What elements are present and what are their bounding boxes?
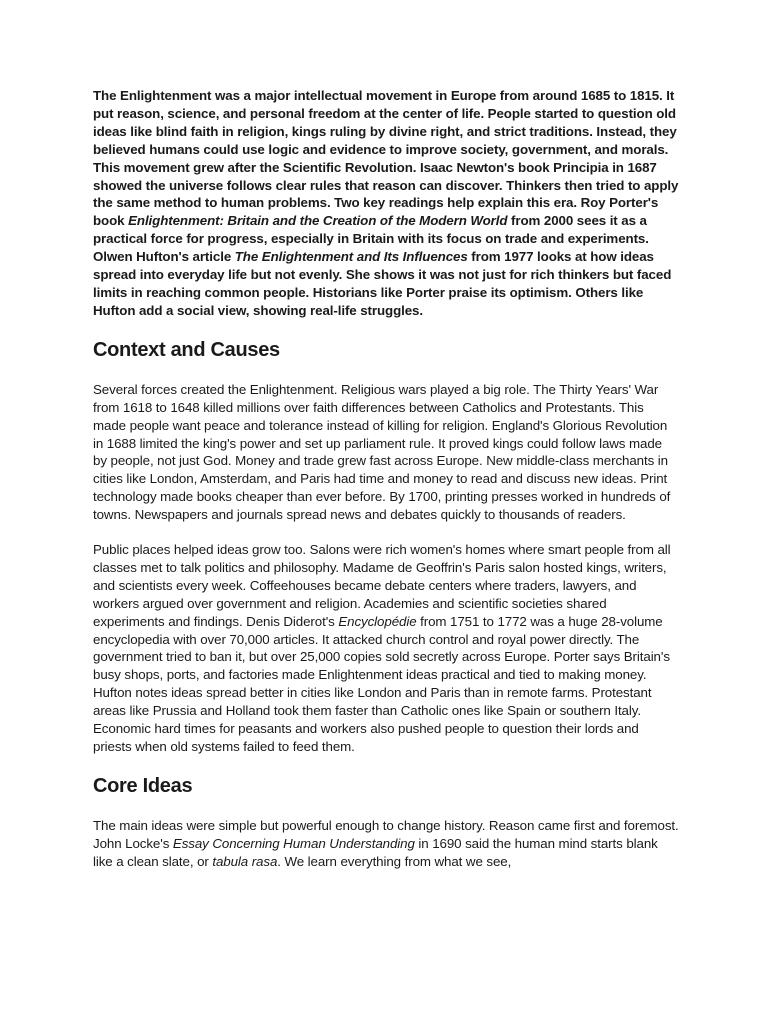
article-title-hufton: The Enlightenment and Its Influences — [234, 249, 468, 265]
intro-text: from 2000 sees it as a practical force for progress, especially in Britain with its focus on trade and experiments. Olwen Hufton's article — [93, 213, 649, 265]
document-page — [93, 87, 679, 871]
section-heading-core-ideas: Core Ideas — [93, 774, 193, 797]
paragraph-text: from 1751 to 1772 was a huge 28-volume encyclopedia with over 70,000 articles. It attacked church control and royal power directly. The government tried to ban it, but over 25,000 copies sold secretly across Europe. Porter says Britain's busy shops, ports, and factories made Enlightenment ideas practical and tied to making money. Hufton notes ideas spread better in cities like London and Paris than in remote farms. Protestant areas like Prussia and Holland took them faster than Catholic ones like Spain or southern Italy. Economic hard times for peasants and workers also pushed people to question their lords and priests when old systems failed to feed them. — [93, 613, 670, 754]
paragraph-text: in 1690 said the human mind starts blank like a clean slate, or — [93, 835, 658, 869]
paragraph-text: . We learn everything from what we see, — [277, 853, 512, 869]
section-heading-context: Context and Causes — [93, 338, 280, 361]
encyclopedie-title: Encyclopédie — [338, 613, 417, 629]
context-paragraph-2 — [93, 541, 679, 756]
intro-text: The Enlightenment was a major intellectual movement in Europe from around 1685 to 1815. It put reason, science, and personal freedom at the center of life. People started to question old ideas like blind faith in religion, kings ruling by divine right, and strict traditions. Instead, they believed humans could use logic and evidence to improve society, government, and morals. This movement grew after the Scientific Revolution. Isaac Newton's book Principia in 1687 showed the universe follows clear rules that reason can discover. Thinkers then tried to apply the same method to human problems. Two key readings help explain this era. Roy Porter's book — [93, 88, 679, 229]
book-title-porter: Enlightenment: Britain and the Creation of the Modern World — [128, 213, 508, 229]
locke-essay-title: Essay Concerning Human Understanding — [172, 835, 415, 851]
intro-text: from 1977 looks at how ideas spread into everyday life but not evenly. She shows it was not just for rich thinkers but faced limits in reaching common people. Historians like Porter praise its optimism. Others like Hufton add a social view, showing real-life struggles. — [93, 249, 672, 318]
core-ideas-paragraph-1 — [93, 817, 679, 871]
paragraph-text: Public places helped ideas grow too. Salons were rich women's homes where smart people from all classes met to talk politics and philosophy. Madame de Geoffrin's Paris salon hosted kings, writers, and scientists every week. Coffeehouses became debate centers where traders, lawyers, and workers argued over government and religion. Academies and scientific societies shared experiments and findings. Denis Diderot's — [93, 542, 671, 629]
intro-paragraph — [93, 87, 679, 320]
context-paragraph-1 — [93, 381, 679, 524]
tabula-rasa-term: tabula rasa — [212, 853, 278, 869]
paragraph-text: The main ideas were simple but powerful enough to change history. Reason came first and foremost. John Locke's — [93, 817, 679, 851]
paragraph-text: Several forces created the Enlightenment. Religious wars played a big role. The Thirty Years' War from 1618 to 1648 killed millions over faith differences between Catholics and Protestants. This made people want peace and tolerance instead of killing for religion. England's Glorious Revolution in 1688 limited the king's power and set up parliament rule. It proved kings could follow laws made by people, not just God. Money and trade grew fast across Europe. New middle-class merchants in cities like London, Amsterdam, and Paris had time and money to read and discuss new ideas. Print technology made books cheaper than ever before. By 1700, printing presses worked in hundreds of towns. Newspapers and journals spread news and debates quickly to thousands of readers. — [93, 381, 671, 523]
